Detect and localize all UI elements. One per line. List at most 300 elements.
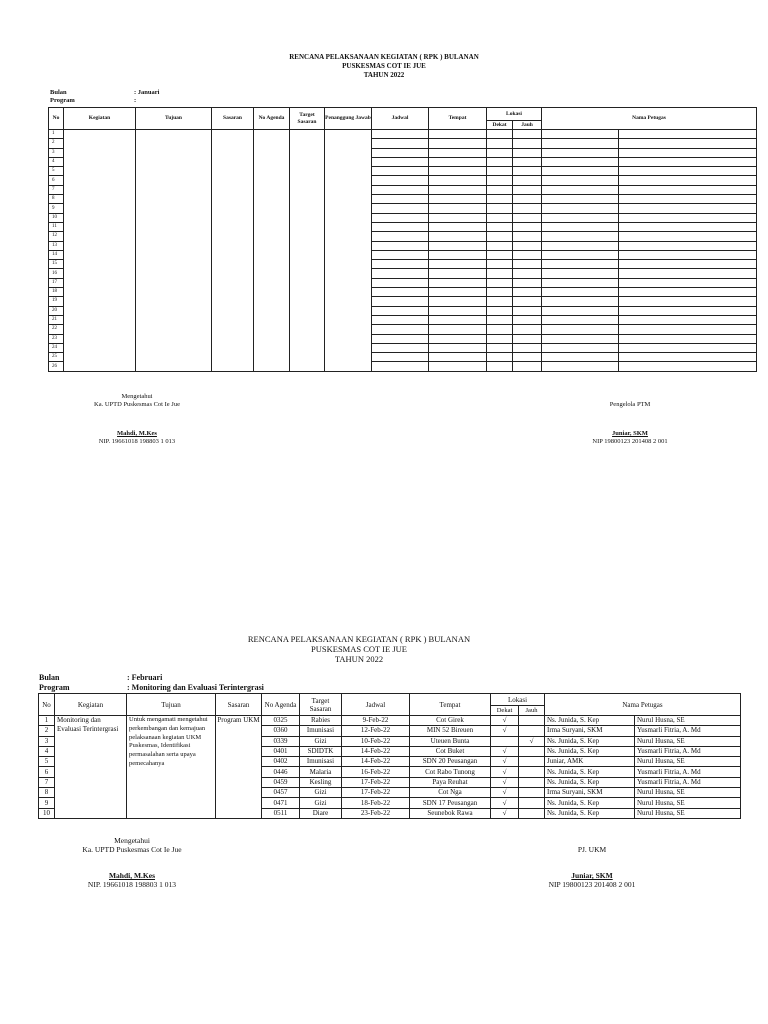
- doc1-cell: [487, 130, 513, 139]
- doc1-row-number: 2: [49, 139, 64, 148]
- tempat-cell: SDN 20 Peusangan: [410, 757, 491, 767]
- doc1-cell: [487, 148, 513, 157]
- doc2-left-name: Mahdi, M.Kes: [108, 871, 156, 880]
- doc1-cell: [254, 315, 290, 324]
- doc2-title-line2: PUSKESMAS COT IE JUE: [311, 644, 407, 654]
- doc1-right-nip: NIP 19800123 201408 2 001: [592, 438, 668, 445]
- doc1-cell: [542, 269, 619, 278]
- doc1-cell: [212, 232, 254, 241]
- doc1-cell: [487, 278, 513, 287]
- doc1-cell: [212, 148, 254, 157]
- doc1-cell: [64, 334, 136, 343]
- doc1-cell: [136, 148, 212, 157]
- doc1-cell: [513, 139, 542, 148]
- doc1-cell: [429, 148, 487, 157]
- doc1-cell: [429, 139, 487, 148]
- doc1-cell: [290, 315, 325, 324]
- doc1-cell: [254, 260, 290, 269]
- doc1-cell: [325, 176, 372, 185]
- doc1-cell: [325, 278, 372, 287]
- doc1-title-line3: TAHUN 2022: [363, 71, 405, 79]
- doc1-table-row: [49, 315, 757, 324]
- doc1-cell: [325, 334, 372, 343]
- doc1-cell: [542, 185, 619, 194]
- doc1-cell: [542, 222, 619, 231]
- doc1-cell: [325, 241, 372, 250]
- doc1-row-number: 25: [49, 353, 64, 362]
- doc1-cell: [487, 297, 513, 306]
- doc1-left-nip: NIP. 19661018 198803 1 013: [98, 438, 176, 445]
- doc1-row-number: 13: [49, 241, 64, 250]
- doc1-th-dekat: Dekat: [487, 121, 513, 130]
- doc1-table-row: [49, 288, 757, 297]
- no-agenda-cell: 0401: [262, 746, 300, 756]
- doc1-cell: [64, 325, 136, 334]
- doc1-cell: [513, 278, 542, 287]
- doc1-cell: [212, 222, 254, 231]
- doc1-th-penanggung-jawab: Penanggung Jawab: [325, 108, 372, 130]
- doc1-cell: [325, 288, 372, 297]
- doc1-cell: [290, 325, 325, 334]
- target-sasaran-cell: Kesling: [300, 777, 342, 787]
- doc1-left-mengetahui: Mengetahui: [121, 393, 153, 400]
- doc1-cell: [64, 148, 136, 157]
- doc1-cell: [290, 269, 325, 278]
- doc1-cell: [212, 343, 254, 352]
- doc1-cell: [619, 213, 757, 222]
- doc1-table-row: [49, 157, 757, 166]
- doc2-left-position: Ka. UPTD Puskesmas Cot Ie Jue: [82, 845, 182, 854]
- doc1-cell: [619, 157, 757, 166]
- doc1-cell: [542, 362, 619, 371]
- doc1-cell: [619, 232, 757, 241]
- doc1-cell: [290, 306, 325, 315]
- doc2-th-kegiatan: Kegiatan: [55, 694, 127, 716]
- jadwal-cell: 18-Feb-22: [342, 798, 410, 808]
- doc1-cell: [325, 353, 372, 362]
- no-agenda-cell: 0360: [262, 726, 300, 736]
- row-number: 1: [39, 716, 55, 726]
- doc1-cell: [487, 139, 513, 148]
- doc1-cell: [513, 269, 542, 278]
- doc1-row-number: 9: [49, 204, 64, 213]
- doc1-cell: [429, 288, 487, 297]
- doc1-cell: [619, 334, 757, 343]
- doc1-cell: [254, 148, 290, 157]
- doc1-cell: [254, 130, 290, 139]
- doc1-cell: [325, 315, 372, 324]
- doc1-cell: [429, 343, 487, 352]
- petugas-1-cell: Juniar, AMK: [545, 757, 635, 767]
- doc1-cell: [429, 185, 487, 194]
- lokasi-dekat-cell: √: [491, 808, 519, 818]
- doc2-th-tempat: Tempat: [410, 694, 491, 716]
- tujuan-cell: Untuk mengamati mengetahui perkembangan dan kemajuan pelaksanaan kegiatan UKM Puskesmas, Identifikasi permasalahan serta upaya pemecahanya: [127, 716, 216, 819]
- doc1-table-row: [49, 213, 757, 222]
- doc2-right-signature: [517, 845, 667, 889]
- no-agenda-cell: 0457: [262, 788, 300, 798]
- no-agenda-cell: 0459: [262, 777, 300, 787]
- doc1-cell: [290, 362, 325, 371]
- doc1-row-number: 17: [49, 278, 64, 287]
- doc1-cell: [290, 241, 325, 250]
- doc1-cell: [429, 306, 487, 315]
- doc2-right-position: PJ. UKM: [577, 845, 607, 854]
- doc1-cell: [372, 353, 429, 362]
- doc1-cell: [325, 148, 372, 157]
- jadwal-cell: 12-Feb-22: [342, 726, 410, 736]
- doc1-cell: [619, 204, 757, 213]
- target-sasaran-cell: SDIDTK: [300, 746, 342, 756]
- doc2-th-jauh: Jauh: [519, 706, 545, 716]
- petugas-2-cell: Nurul Husna, SE: [635, 788, 741, 798]
- doc1-row-number: 22: [49, 325, 64, 334]
- doc1-cell: [290, 157, 325, 166]
- doc1-cell: [254, 278, 290, 287]
- doc1-row-number: 15: [49, 260, 64, 269]
- doc1-table-row: [49, 232, 757, 241]
- doc1-cell: [372, 297, 429, 306]
- petugas-1-cell: Ns. Junida, S. Kep: [545, 798, 635, 808]
- doc1-cell: [64, 250, 136, 259]
- doc1-cell: [325, 297, 372, 306]
- doc1-cell: [290, 288, 325, 297]
- tempat-cell: Seunebok Rawa: [410, 808, 491, 818]
- petugas-1-cell: Irma Suryani, SKM: [545, 726, 635, 736]
- lokasi-dekat-cell: [491, 736, 519, 746]
- doc1-cell: [513, 148, 542, 157]
- doc1-cell: [619, 250, 757, 259]
- doc1-cell: [136, 260, 212, 269]
- doc1-row-number: 6: [49, 176, 64, 185]
- doc1-th-sasaran: Sasaran: [212, 108, 254, 130]
- doc1-cell: [64, 362, 136, 371]
- lokasi-dekat-cell: √: [491, 777, 519, 787]
- doc1-cell: [487, 260, 513, 269]
- doc1-cell: [372, 185, 429, 194]
- doc1-cell: [254, 139, 290, 148]
- row-number: 6: [39, 767, 55, 777]
- doc1-cell: [487, 204, 513, 213]
- doc1-cell: [64, 288, 136, 297]
- doc1-cell: [290, 232, 325, 241]
- doc1-cell: [254, 222, 290, 231]
- petugas-2-cell: Nurul Husna, SE: [635, 736, 741, 746]
- doc1-cell: [254, 204, 290, 213]
- tempat-cell: MIN 52 Bireuen: [410, 726, 491, 736]
- doc1-cell: [542, 278, 619, 287]
- doc1-cell: [254, 334, 290, 343]
- doc1-left-signature: [57, 393, 217, 446]
- tempat-cell: Paya Reuhat: [410, 777, 491, 787]
- doc1-cell: [372, 130, 429, 139]
- doc1-program-value: :: [134, 97, 137, 104]
- doc1-cell: [290, 222, 325, 231]
- doc2-meta: [39, 673, 439, 692]
- doc1-cell: [513, 306, 542, 315]
- jadwal-cell: 10-Feb-22: [342, 736, 410, 746]
- doc1-meta: [50, 89, 350, 105]
- doc1-cell: [619, 325, 757, 334]
- doc1-cell: [429, 167, 487, 176]
- doc2-bulan-value: : Februari: [127, 673, 163, 682]
- doc1-cell: [254, 157, 290, 166]
- doc1-cell: [542, 241, 619, 250]
- doc1-cell: [429, 195, 487, 204]
- doc1-cell: [372, 315, 429, 324]
- target-sasaran-cell: Gizi: [300, 736, 342, 746]
- doc1-cell: [372, 343, 429, 352]
- doc1-cell: [212, 260, 254, 269]
- doc1-cell: [372, 306, 429, 315]
- doc1-cell: [325, 139, 372, 148]
- doc1-cell: [542, 232, 619, 241]
- doc1-cell: [325, 343, 372, 352]
- doc1-cell: [290, 260, 325, 269]
- doc1-cell: [64, 232, 136, 241]
- doc1-bulan-label: Bulan: [50, 89, 67, 96]
- doc1-cell: [429, 278, 487, 287]
- doc1-row-number: 21: [49, 315, 64, 324]
- lokasi-jauh-cell: [519, 777, 545, 787]
- doc1-cell: [619, 297, 757, 306]
- doc1-cell: [487, 250, 513, 259]
- doc1-cell: [325, 130, 372, 139]
- doc1-cell: [64, 297, 136, 306]
- doc1-cell: [542, 139, 619, 148]
- doc1-cell: [619, 241, 757, 250]
- doc1-cell: [290, 343, 325, 352]
- sasaran-cell: Program UKM: [216, 716, 262, 819]
- doc1-cell: [136, 269, 212, 278]
- doc1-cell: [325, 195, 372, 204]
- doc1-cell: [429, 204, 487, 213]
- target-sasaran-cell: Gizi: [300, 788, 342, 798]
- doc1-cell: [542, 213, 619, 222]
- doc1-cell: [64, 315, 136, 324]
- doc1-row-number: 1: [49, 130, 64, 139]
- doc1-cell: [513, 288, 542, 297]
- doc1-cell: [290, 334, 325, 343]
- doc1-cell: [325, 204, 372, 213]
- doc2-left-signature: [52, 836, 212, 889]
- doc1-cell: [212, 139, 254, 148]
- doc1-table-body: [49, 130, 757, 372]
- doc1-cell: [64, 260, 136, 269]
- doc1-cell: [542, 204, 619, 213]
- doc1-cell: [619, 353, 757, 362]
- lokasi-dekat-cell: √: [491, 746, 519, 756]
- doc1-cell: [372, 288, 429, 297]
- doc1-cell: [212, 130, 254, 139]
- jadwal-cell: 14-Feb-22: [342, 757, 410, 767]
- doc1-cell: [542, 306, 619, 315]
- doc1-cell: [212, 241, 254, 250]
- doc1-cell: [513, 334, 542, 343]
- doc1-cell: [290, 130, 325, 139]
- doc1-cell: [325, 250, 372, 259]
- doc1-cell: [372, 278, 429, 287]
- doc1-cell: [487, 185, 513, 194]
- doc1-cell: [136, 130, 212, 139]
- doc1-row-number: 4: [49, 157, 64, 166]
- jadwal-cell: 14-Feb-22: [342, 746, 410, 756]
- doc1-th-jauh: Jauh: [513, 121, 542, 130]
- lokasi-dekat-cell: √: [491, 798, 519, 808]
- doc1-cell: [325, 260, 372, 269]
- target-sasaran-cell: Rabies: [300, 716, 342, 726]
- lokasi-jauh-cell: [519, 808, 545, 818]
- doc1-cell: [372, 139, 429, 148]
- doc1-cell: [542, 176, 619, 185]
- doc1-cell: [372, 213, 429, 222]
- doc1-cell: [619, 315, 757, 324]
- doc1-cell: [136, 325, 212, 334]
- doc1-cell: [429, 157, 487, 166]
- doc1-cell: [487, 167, 513, 176]
- no-agenda-cell: 0402: [262, 757, 300, 767]
- doc1-cell: [513, 222, 542, 231]
- doc1-cell: [487, 343, 513, 352]
- doc2-table-row: [39, 716, 741, 726]
- doc1-left-position: Ka. UPTD Puskesmas Cot Ie Jue: [94, 401, 180, 408]
- no-agenda-cell: 0446: [262, 767, 300, 777]
- doc1-cell: [513, 362, 542, 371]
- doc2-table: [38, 693, 741, 819]
- doc1-cell: [372, 250, 429, 259]
- lokasi-jauh-cell: [519, 726, 545, 736]
- doc1-cell: [212, 185, 254, 194]
- doc1-cell: [64, 306, 136, 315]
- petugas-2-cell: Nurul Husna, SE: [635, 757, 741, 767]
- doc1-table-row: [49, 222, 757, 231]
- doc1-cell: [136, 250, 212, 259]
- doc1-row-number: 7: [49, 185, 64, 194]
- doc1-cell: [254, 185, 290, 194]
- target-sasaran-cell: Gizi: [300, 798, 342, 808]
- doc1-cell: [325, 362, 372, 371]
- doc1-cell: [136, 195, 212, 204]
- doc1-cell: [212, 269, 254, 278]
- doc1-row-number: 26: [49, 362, 64, 371]
- doc1-cell: [290, 139, 325, 148]
- doc1-th-nama-petugas: Nama Petugas: [542, 108, 757, 130]
- doc1-cell: [254, 241, 290, 250]
- doc1-cell: [372, 176, 429, 185]
- doc1-cell: [254, 343, 290, 352]
- doc1-cell: [513, 297, 542, 306]
- row-number: 7: [39, 777, 55, 787]
- doc1-cell: [136, 241, 212, 250]
- doc1-table-row: [49, 334, 757, 343]
- doc1-cell: [372, 269, 429, 278]
- doc1-cell: [487, 241, 513, 250]
- doc1-cell: [513, 157, 542, 166]
- petugas-2-cell: Nurul Husna, SE: [635, 716, 741, 726]
- doc1-cell: [136, 343, 212, 352]
- doc2-th-sasaran: Sasaran: [216, 694, 262, 716]
- doc1-row-number: 3: [49, 148, 64, 157]
- doc1-cell: [429, 213, 487, 222]
- doc1-cell: [619, 130, 757, 139]
- doc1-cell: [429, 250, 487, 259]
- doc1-cell: [513, 343, 542, 352]
- doc1-cell: [64, 241, 136, 250]
- doc1-cell: [64, 139, 136, 148]
- lokasi-dekat-cell: √: [491, 767, 519, 777]
- doc2-left-nip: NIP. 19661018 198803 1 013: [87, 880, 177, 889]
- doc1-cell: [372, 167, 429, 176]
- doc1-table-row: [49, 204, 757, 213]
- doc1-cell: [254, 288, 290, 297]
- doc1-cell: [64, 167, 136, 176]
- doc1-cell: [290, 353, 325, 362]
- jadwal-cell: 23-Feb-22: [342, 808, 410, 818]
- doc1-row-number: 23: [49, 334, 64, 343]
- tempat-cell: Uteuen Bunta: [410, 736, 491, 746]
- doc1-cell: [542, 130, 619, 139]
- doc1-cell: [619, 362, 757, 371]
- doc1-cell: [542, 315, 619, 324]
- doc2-th-nama-petugas: Nama Petugas: [545, 694, 741, 716]
- doc1-row-number: 18: [49, 288, 64, 297]
- doc1-cell: [513, 176, 542, 185]
- doc1-cell: [64, 157, 136, 166]
- doc2-program-value: : Monitoring dan Evaluasi Terintergrasi: [127, 682, 264, 692]
- doc1-cell: [372, 157, 429, 166]
- doc1-cell: [429, 362, 487, 371]
- doc2-title: [0, 634, 718, 664]
- doc1-right-signature: [555, 401, 705, 446]
- doc1-cell: [542, 157, 619, 166]
- doc1-cell: [325, 157, 372, 166]
- doc1-cell: [325, 213, 372, 222]
- doc1-cell: [136, 222, 212, 231]
- tempat-cell: Cot Nga: [410, 788, 491, 798]
- doc1-cell: [372, 241, 429, 250]
- jadwal-cell: 9-Feb-22: [342, 716, 410, 726]
- doc1-cell: [290, 204, 325, 213]
- doc1-cell: [619, 222, 757, 231]
- target-sasaran-cell: Malaria: [300, 767, 342, 777]
- doc1-cell: [212, 278, 254, 287]
- doc1-table-row: [49, 260, 757, 269]
- doc1-cell: [372, 232, 429, 241]
- doc1-cell: [429, 269, 487, 278]
- doc1-row-number: 5: [49, 167, 64, 176]
- jadwal-cell: 16-Feb-22: [342, 767, 410, 777]
- doc1-cell: [212, 167, 254, 176]
- row-number: 2: [39, 726, 55, 736]
- doc1-cell: [619, 185, 757, 194]
- doc1-cell: [212, 250, 254, 259]
- lokasi-jauh-cell: [519, 757, 545, 767]
- row-number: 4: [39, 746, 55, 756]
- doc1-cell: [513, 204, 542, 213]
- doc1-th-jadwal: Jadwal: [372, 108, 429, 130]
- doc1-cell: [290, 167, 325, 176]
- doc2-title-line3: TAHUN 2022: [334, 654, 384, 664]
- doc1-cell: [542, 260, 619, 269]
- tempat-cell: Cot Girek: [410, 716, 491, 726]
- petugas-2-cell: Yusmarli Fitria, A. Md: [635, 746, 741, 756]
- doc2-right-name: Juniar, SKM: [571, 871, 613, 880]
- doc1-cell: [542, 343, 619, 352]
- doc1-cell: [487, 213, 513, 222]
- doc1-cell: [212, 213, 254, 222]
- lokasi-jauh-cell: [519, 798, 545, 808]
- no-agenda-cell: 0471: [262, 798, 300, 808]
